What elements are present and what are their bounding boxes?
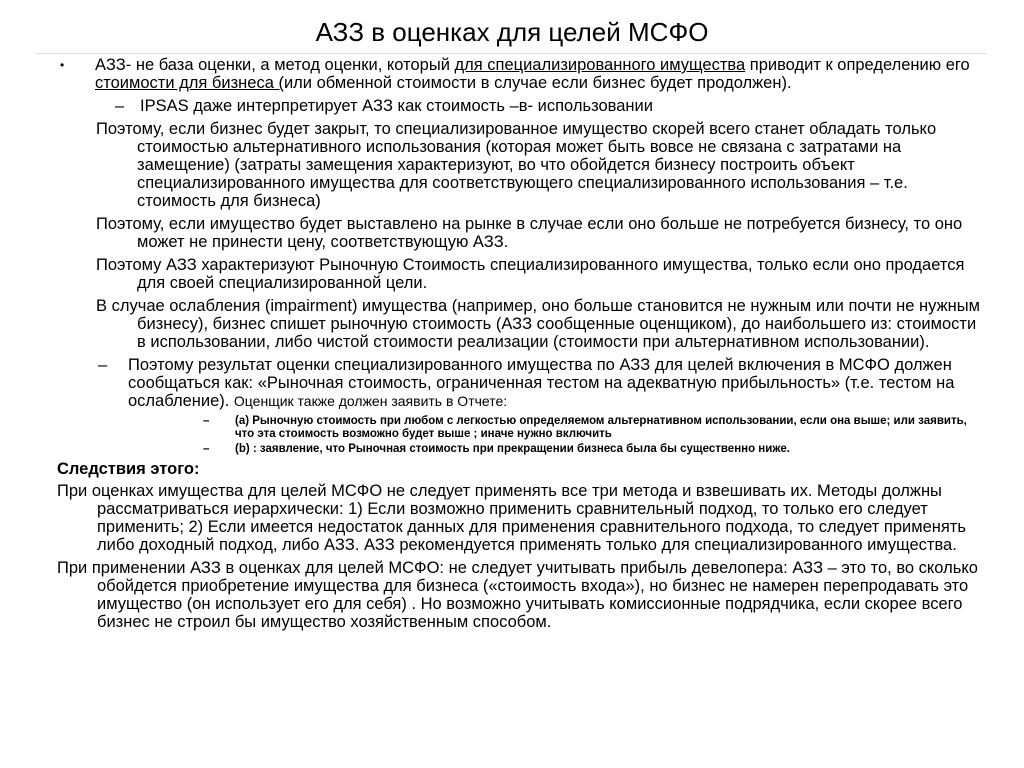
bullet-marker-icon: • xyxy=(60,58,65,72)
slide-body xyxy=(57,56,988,631)
text-segment: Поэтому результат оценки специализированного имущества по АЗЗ для целей включения в МСФО должен сообщаться как: «Рыночная стоимость, ограниченная тестом на адекватную прибыльность» (т.е. тестом на ослабление). xyxy=(128,356,955,410)
text-segment: АЗЗ- не база оценки, а метод оценки, который xyxy=(95,56,455,74)
paragraph-method-hierarchy: При оценках имущества для целей МСФО не следует применять все три метода и взвешивать их. Методы должны рассматриваться иерархически: 1) Если возможно применить сравнительный подход, то только его следует применить; 2) Если имеется недостаток данных для применения сравнительного подхода, то следует применять либо доходный подход, либо АЗЗ. АЗЗ рекомендуется применять только для специализированного имущества. xyxy=(57,482,966,554)
dash-item-text xyxy=(128,356,988,410)
dash-marker-icon: – xyxy=(115,97,125,115)
underlined-text-specialized-property: для специализированного имущества xyxy=(454,56,746,74)
dash-item-valuation-result xyxy=(98,356,988,410)
sub-item-b-text: (b) : заявление, что Рыночная стоимость при прекращении бизнеса была бы существенно ниже. xyxy=(235,443,790,455)
text-segment: или обменной стоимости в случае если бизнес будет продолжен). xyxy=(283,74,792,92)
dash-marker-icon: – xyxy=(203,415,210,427)
dash-marker-icon: – xyxy=(203,443,210,455)
sub-item-b xyxy=(203,443,988,456)
bullet-item-text xyxy=(95,56,988,92)
paragraph-property-on-market: Поэтому, если имущество будет выставлено на рынке в случае если оно больше не потребуется бизнесу, то оно может не принести цену, соответствующую АЗЗ. xyxy=(96,215,963,251)
dash-item-ipsas xyxy=(115,97,988,115)
paragraph-impairment: В случае ослабления (impairment) имущества (например, оно больше становится не нужным или почти не нужным бизнесу), бизнес спишет рыночную стоимость (АЗЗ сообщенные оценщиком), до наибольшего из: стоимости в использовании, либо чистой стоимости реализации (стоимости при альтернативном использовании). xyxy=(96,297,980,351)
text-segment-small: Оценщик также должен заявить в Отчете: xyxy=(233,393,508,409)
underlined-text-value-to-business: стоимости для бизнеса ( xyxy=(95,74,284,92)
dash-marker-icon: – xyxy=(98,356,108,374)
sub-item-a-text: (a) Рыночную стоимость при любом с легкостью определяемом альтернативном использовании, если она выше; или заявить, что эта стоимость возможно будет выше ; иначе нужно включить xyxy=(235,415,967,440)
dash-item-text: IPSAS даже интерпретирует АЗЗ как стоимость –в- использовании xyxy=(140,97,653,115)
text-segment: приводит к определению его xyxy=(745,56,970,74)
paragraph-developer-profit: При применении АЗЗ в оценках для целей МСФО: не следует учитывать прибыль девелопера: АЗЗ – это то, во сколько обойдется приобретение имущества для бизнеса («стоимость входа»), но бизнес не намерен перепродавать это имущество (он использует его для себя) . Но возможно учитывать комиссионные подрядчика, если скорее всего бизнес не строил бы имущество хозяйственным способом. xyxy=(57,559,978,631)
section-heading-consequences: Следствия этого: xyxy=(57,460,200,478)
paragraph-market-value-specialized: Поэтому АЗЗ характеризуют Рыночную Стоимость специализированного имущества, только если оно продается для своей специализированной цели. xyxy=(96,256,965,292)
bullet-item-a33-definition xyxy=(57,56,988,92)
slide-title: АЗЗ в оценках для целей МСФО xyxy=(315,17,709,47)
title-divider-line xyxy=(36,53,986,54)
sub-item-a xyxy=(203,415,988,441)
paragraph-business-closed: Поэтому, если бизнес будет закрыт, то специализированное имущество скорей всего станет обладать только стоимостью альтернативного использования (которая может быть вовсе не связана с затратами на замещение) (затраты замещения характеризуют, во что обойдется бизнесу построить объект специализированного имущества для соответствующего специализированного использования – т.е. стоимость для бизнеса) xyxy=(96,120,937,210)
